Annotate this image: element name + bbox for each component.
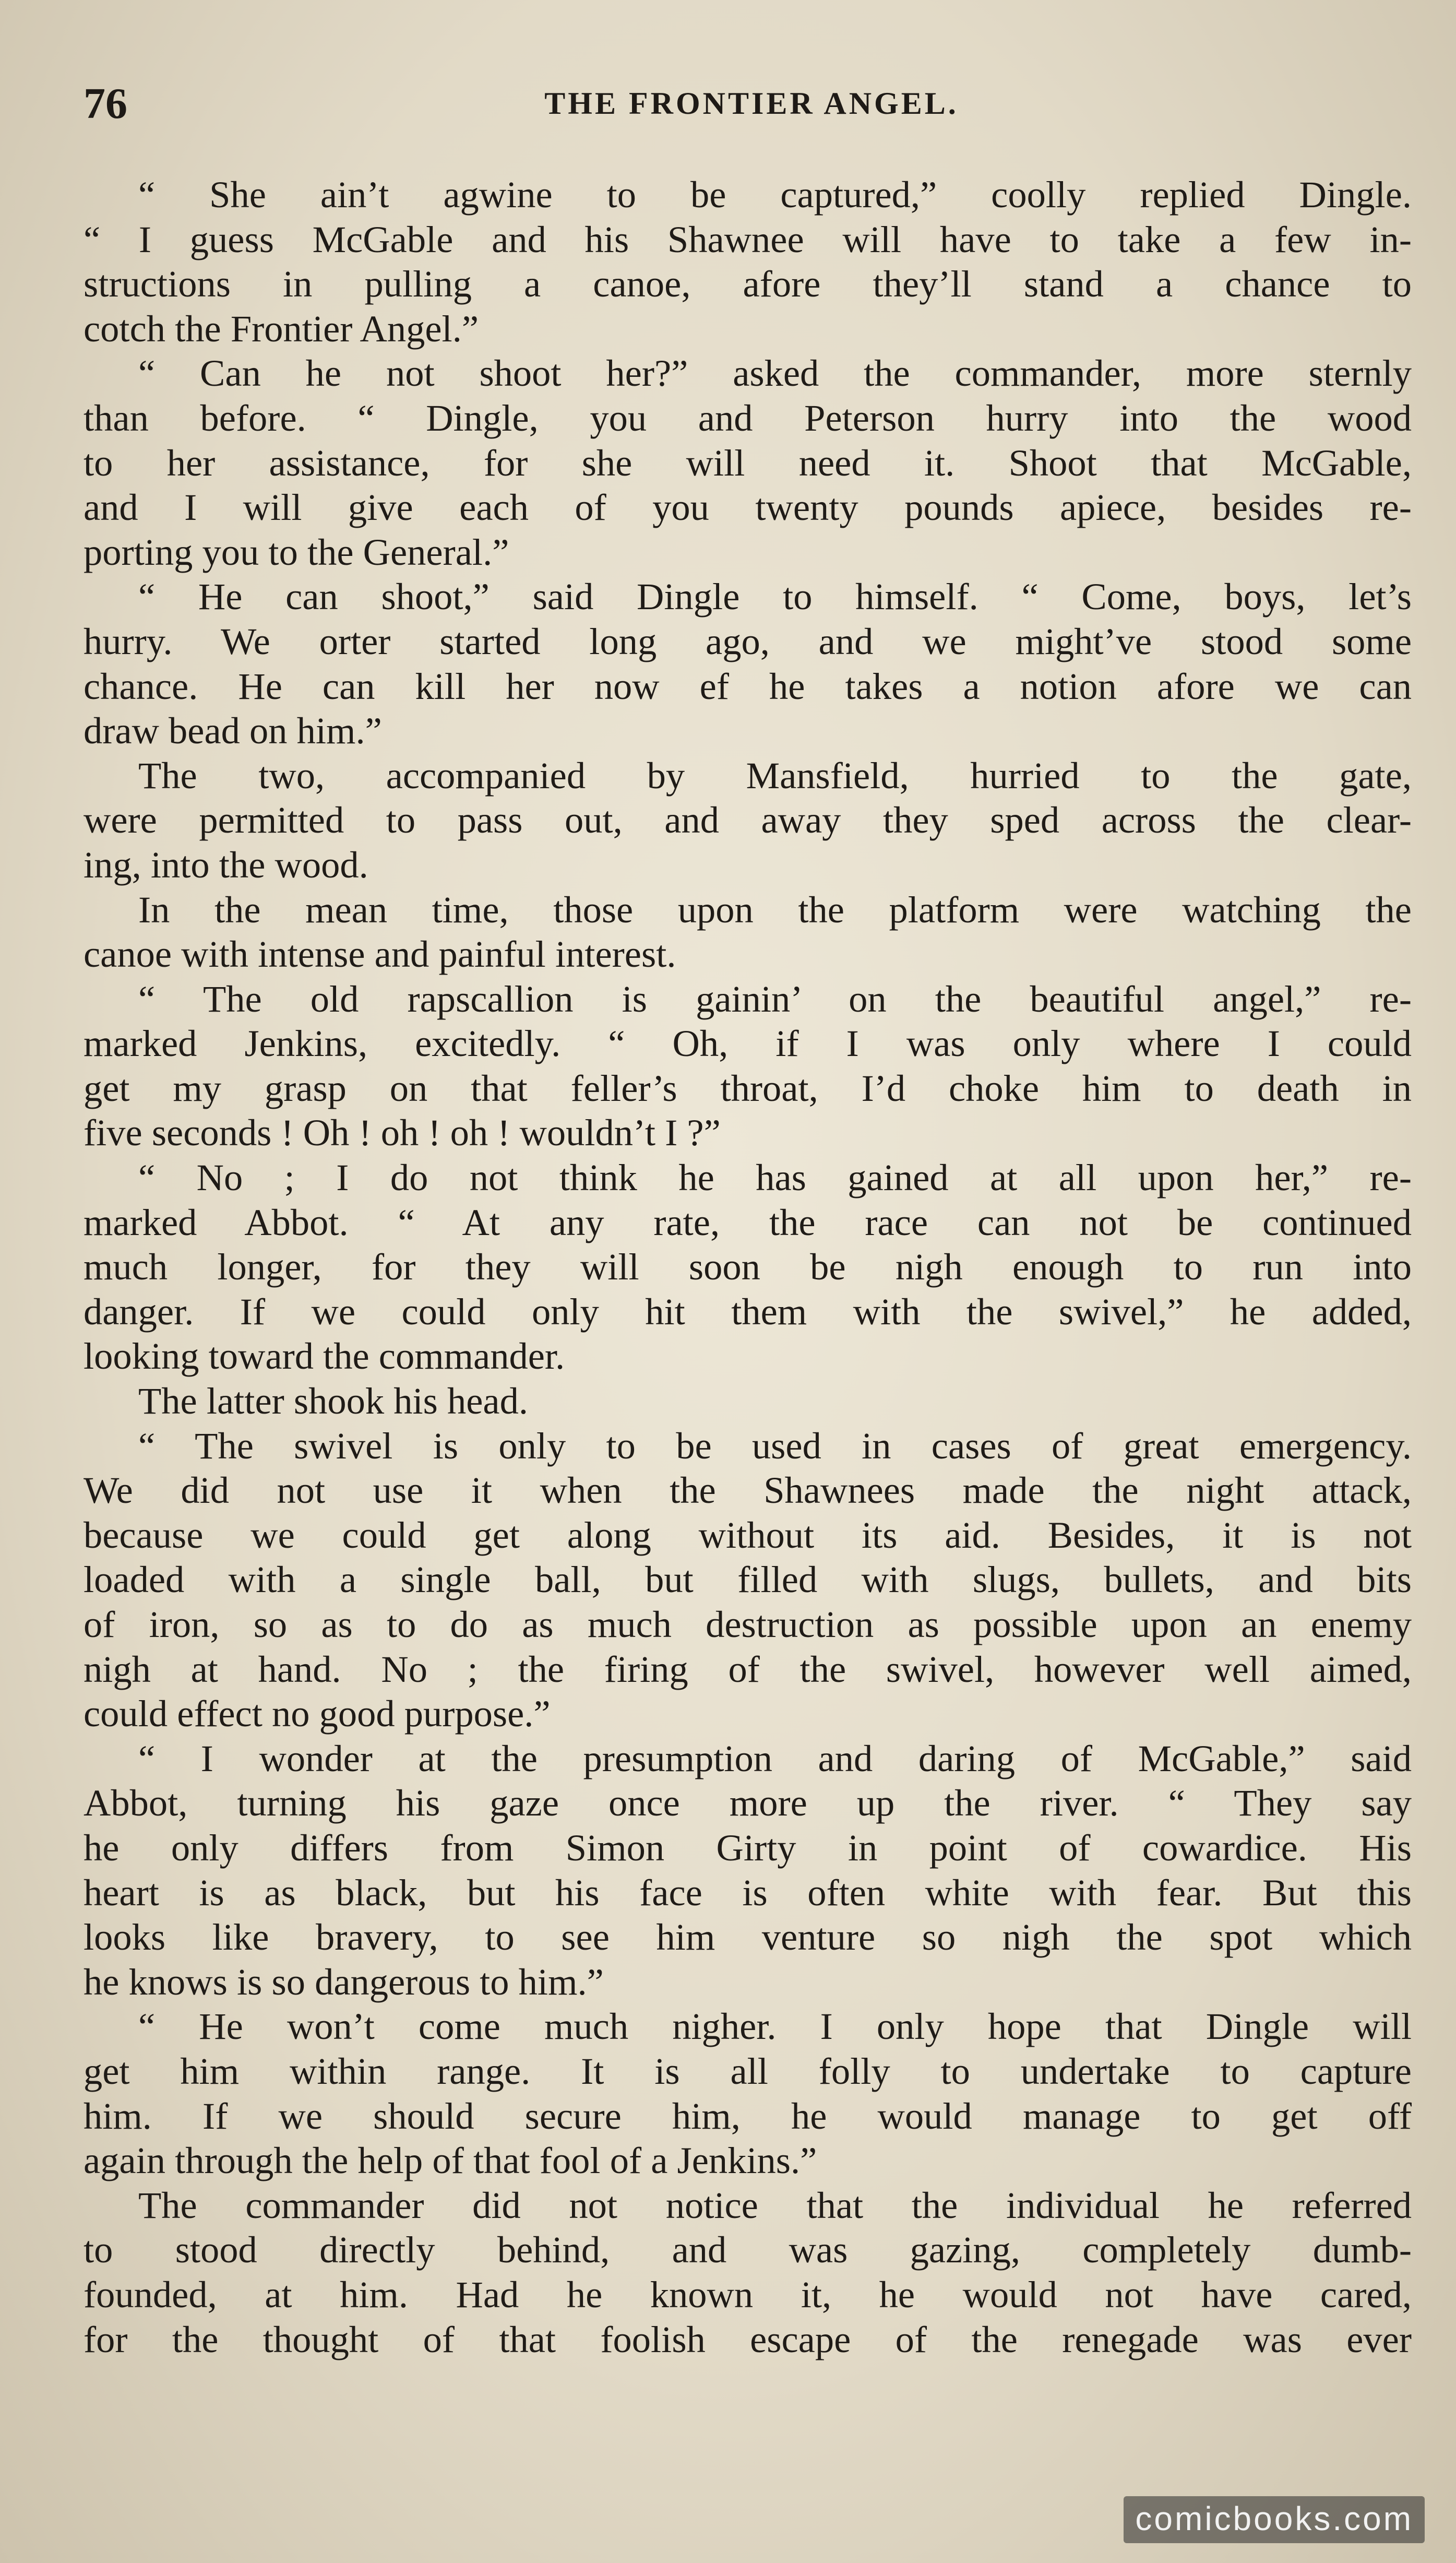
text-line: he only differs from Simon Girty in point of cowardice. His xyxy=(83,1826,1412,1869)
text-line: get my grasp on that feller’s throat, I’d choke him to death in xyxy=(83,1066,1412,1109)
text-line: Abbot, turning his gaze once more up the river. “ They say xyxy=(83,1782,1412,1824)
text-line: ing, into the wood. xyxy=(83,843,368,886)
text-line: to stood directly behind, and was gazing, completely dumb- xyxy=(83,2228,1412,2271)
watermark: comicbooks.com xyxy=(1124,2496,1425,2543)
body-text xyxy=(83,172,1412,2362)
page-header xyxy=(83,78,1419,136)
text-line: looking toward the commander. xyxy=(83,1335,565,1378)
text-line: five seconds ! Oh ! oh ! oh ! wouldn’t I ?” xyxy=(83,1111,721,1154)
text-line: again through the help of that fool of a Jenkins.” xyxy=(83,2139,817,2182)
text-line: “ I guess McGable and his Shawnee will have to take a few in- xyxy=(83,218,1412,260)
page-number: 76 xyxy=(83,79,127,128)
text-line: looks like bravery, to see him venture so nigh the spot which xyxy=(83,1916,1412,1959)
text-line: danger. If we could only hit them with the swivel,” he added, xyxy=(83,1290,1412,1333)
text-line: he knows is so dangerous to him.” xyxy=(83,1960,604,2003)
text-line: loaded with a single ball, but filled with slugs, bullets, and bits xyxy=(83,1558,1412,1601)
text-line: “ The old rapscallion is gainin’ on the beautiful angel,” re- xyxy=(138,977,1412,1020)
text-line: “ Can he not shoot her?” asked the commander, more sternly xyxy=(138,352,1412,395)
text-line: him. If we should secure him, he would manage to get off xyxy=(83,2094,1412,2137)
text-line: to her assistance, for she will need it. Shoot that McGable, xyxy=(83,441,1412,484)
text-line: founded, at him. Had he known it, he would not have cared, xyxy=(83,2273,1412,2316)
text-line: because we could get along without its aid. Besides, it is not xyxy=(83,1513,1412,1556)
text-line: and I will give each of you twenty pounds apiece, besides re- xyxy=(83,486,1412,529)
text-line: marked Jenkins, excitedly. “ Oh, if I was only where I could xyxy=(83,1022,1412,1065)
text-line: for the thought of that foolish escape of the renegade was ever xyxy=(83,2318,1412,2360)
text-line: “ I wonder at the presumption and daring of McGable,” said xyxy=(138,1737,1412,1779)
text-line: porting you to the General.” xyxy=(83,530,509,573)
text-line: were permitted to pass out, and away they sped across the clear- xyxy=(83,799,1412,841)
text-line: heart is as black, but his face is often white with fear. But this xyxy=(83,1871,1412,1914)
text-line: draw bead on him.” xyxy=(83,709,382,752)
text-line: of iron, so as to do as much destruction as possible upon an enemy xyxy=(83,1603,1412,1645)
text-line: The latter shook his head. xyxy=(138,1380,528,1422)
text-line: In the mean time, those upon the platform were watching the xyxy=(138,888,1412,931)
text-line: We did not use it when the Shawnees made the night attack, xyxy=(83,1469,1412,1512)
text-line: nigh at hand. No ; the firing of the swivel, however well aimed, xyxy=(83,1647,1412,1690)
text-line: chance. He can kill her now ef he takes a notion afore we can xyxy=(83,665,1412,707)
text-line: “ The swivel is only to be used in cases of great emergency. xyxy=(138,1424,1412,1467)
text-line: structions in pulling a canoe, afore they’ll stand a chance to xyxy=(83,263,1412,305)
text-line: hurry. We orter started long ago, and we might’ve stood some xyxy=(83,620,1412,662)
text-line: cotch the Frontier Angel.” xyxy=(83,307,479,350)
text-line: than before. “ Dingle, you and Peterson hurry into the wood xyxy=(83,396,1412,439)
text-line: “ She ain’t agwine to be captured,” coolly replied Dingle. xyxy=(138,173,1412,216)
text-line: much longer, for they will soon be nigh enough to run into xyxy=(83,1245,1412,1288)
running-head: THE FRONTIER ANGEL. xyxy=(544,86,959,121)
text-line: “ He won’t come much nigher. I only hope that Dingle will xyxy=(138,2005,1412,2048)
text-line: get him within range. It is all folly to undertake to capture xyxy=(83,2049,1412,2092)
text-line: The two, accompanied by Mansfield, hurried to the gate, xyxy=(138,754,1412,797)
text-line: could effect no good purpose.” xyxy=(83,1692,551,1735)
text-line: “ No ; I do not think he has gained at all upon her,” re- xyxy=(138,1156,1412,1199)
text-line: marked Abbot. “ At any rate, the race can not be continued xyxy=(83,1201,1412,1243)
text-line: The commander did not notice that the individual he referred xyxy=(138,2184,1412,2226)
text-line: canoe with intense and painful interest. xyxy=(83,933,676,976)
text-line: “ He can shoot,” said Dingle to himself. “ Come, boys, let’s xyxy=(138,575,1412,618)
